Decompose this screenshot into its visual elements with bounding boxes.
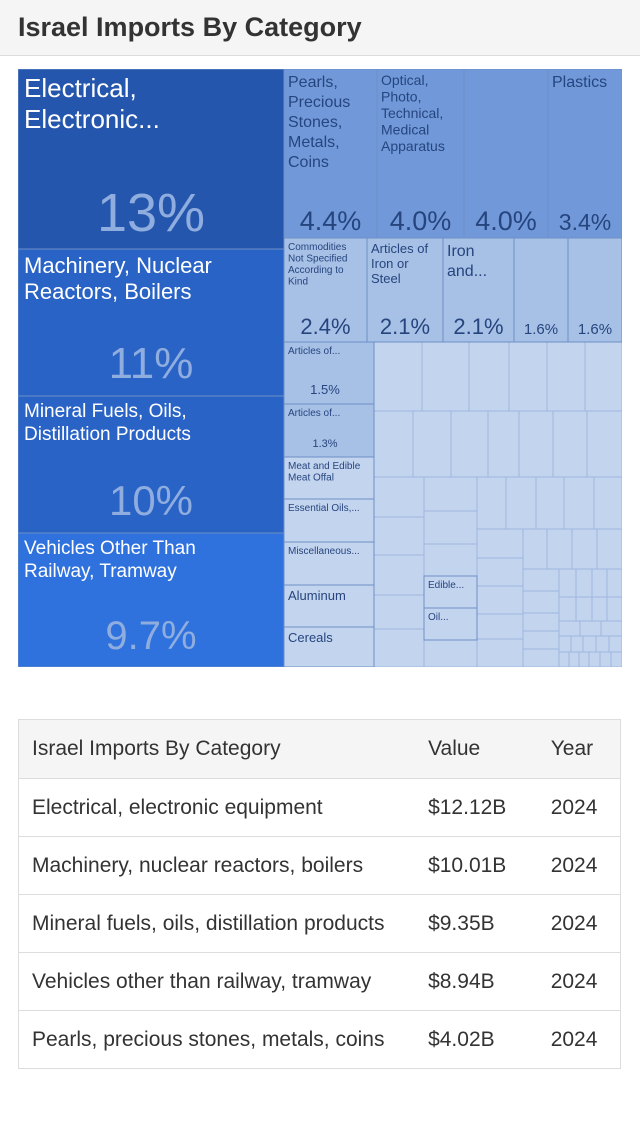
treemap-tile-label: Iron or (371, 256, 409, 271)
treemap-tile-minor (523, 631, 559, 649)
treemap-tile-percent: 2.1% (379, 314, 431, 339)
treemap-tile-label: Pearls, (288, 74, 338, 91)
treemap-tile-minor (422, 342, 469, 411)
row-year: 2024 (551, 837, 621, 895)
treemap-tile-label: Meat and Edible (288, 461, 361, 472)
treemap-tile-minor (559, 636, 571, 652)
treemap-tile-minor (559, 621, 580, 636)
column-header-value: Value (428, 720, 551, 779)
treemap-tile-minor (596, 636, 609, 652)
treemap-tile-minor (469, 342, 509, 411)
treemap-tile-minor (477, 614, 523, 639)
treemap-tile-minor (506, 477, 536, 529)
treemap-tile-minor (547, 529, 572, 569)
treemap-tile-label: Edible... (428, 580, 465, 591)
treemap-tile-label: Vehicles Other Than (24, 538, 196, 559)
treemap-tile-label: Miscellaneous... (288, 546, 360, 557)
treemap-tile-percent: 1.5% (310, 382, 340, 397)
treemap-tile-label: Articles of... (288, 408, 341, 419)
treemap-tile-minor (477, 529, 523, 558)
treemap-tile-minor (374, 411, 413, 477)
row-value: $4.02B (428, 1011, 551, 1069)
treemap-tile-minor (600, 652, 611, 667)
treemap-tile-label: Technical, (381, 105, 444, 121)
row-value: $10.01B (428, 837, 551, 895)
treemap-tile-label: Electronic... (24, 104, 160, 134)
treemap-tile-label: Kind (288, 276, 309, 288)
treemap-tile-label: Articles of (371, 241, 429, 256)
treemap-tile-label: Machinery, Nuclear (24, 253, 212, 278)
treemap-tile-label: Oil... (428, 612, 449, 623)
treemap-tile-label: Reactors, Boilers (24, 279, 192, 304)
treemap-tile-minor (424, 477, 477, 511)
treemap-tile-label: Cereals (288, 630, 333, 645)
treemap-tile-minor (424, 511, 477, 544)
treemap-tile-minor (592, 569, 607, 597)
treemap-tile-minor (477, 586, 523, 614)
treemap-tile-minor (594, 477, 622, 529)
treemap-tile-minor (374, 477, 424, 517)
treemap-tile-minor (587, 411, 622, 477)
row-category: Vehicles other than railway, tramway (19, 953, 429, 1011)
treemap-tile-label: Coins (288, 154, 329, 171)
treemap-tile-label: Apparatus (381, 138, 445, 154)
treemap-tile-minor (374, 595, 424, 629)
treemap-tile-minor (564, 477, 594, 529)
treemap-tile-label: Plastics (552, 74, 608, 91)
treemap-tile-percent: 2.4% (300, 314, 351, 339)
row-value: $12.12B (428, 779, 551, 837)
treemap-tile-minor (374, 517, 424, 555)
treemap-tile-minor (374, 629, 424, 667)
treemap-tile-label: Electrical, (24, 73, 137, 103)
row-year: 2024 (551, 1011, 621, 1069)
table-row (19, 779, 621, 837)
treemap-tile-minor (374, 342, 422, 411)
treemap-tile-percent: 11% (108, 339, 194, 388)
treemap-tile-minor (589, 652, 600, 667)
treemap-tile-percent: 1.6% (523, 321, 559, 338)
treemap-tile-minor (571, 636, 583, 652)
treemap-tile-label: Aluminum (288, 588, 346, 603)
row-category: Electrical, electronic equipment (19, 779, 429, 837)
treemap-tile-minor (374, 555, 424, 595)
table-row (19, 895, 621, 953)
treemap-tile-minor (523, 613, 559, 631)
treemap-tile-minor (519, 411, 553, 477)
treemap-tile-percent: 9.7% (105, 614, 197, 658)
treemap-tile-label: According to (288, 265, 344, 276)
table-row (19, 837, 621, 895)
row-year: 2024 (551, 779, 621, 837)
treemap-tile-minor (553, 411, 587, 477)
treemap-tile-label: Commodities (288, 242, 347, 253)
treemap-tile-percent: 4.0% (475, 206, 537, 236)
treemap-tile-label: Essential Oils,... (288, 503, 360, 514)
treemap-tile-minor (424, 544, 477, 576)
treemap-tile-label: Steel (371, 271, 401, 286)
treemap-tile-percent: 1.6% (577, 321, 613, 338)
treemap-tile-minor (585, 342, 622, 411)
column-header-year: Year (551, 720, 621, 779)
treemap-tile-label: Articles of... (288, 346, 341, 357)
treemap-tile-minor (559, 652, 569, 667)
table-row (19, 1011, 621, 1069)
treemap-tile-percent: 3.4% (558, 209, 612, 235)
row-year: 2024 (551, 953, 621, 1011)
treemap-tile-percent: 4.4% (299, 206, 362, 236)
treemap-tile-minor (569, 652, 579, 667)
table-row (19, 953, 621, 1011)
treemap-tile-minor (580, 621, 601, 636)
treemap-tile-label: Railway, Tramway (24, 561, 177, 582)
treemap-tile-label: Mineral Fuels, Oils, (24, 401, 187, 422)
page-header (0, 0, 640, 56)
treemap-tile-minor (576, 597, 592, 621)
table-header-row (19, 720, 621, 779)
treemap-chart (18, 69, 622, 667)
row-category: Machinery, nuclear reactors, boilers (19, 837, 429, 895)
treemap-tile-label: Optical, (381, 72, 429, 88)
treemap-tile-label: Distillation Products (24, 424, 191, 445)
treemap-tile-minor (559, 569, 576, 597)
treemap-tile-minor (572, 529, 597, 569)
treemap-tile-minor (477, 558, 523, 586)
treemap-tile-minor (607, 597, 622, 621)
row-value: $8.94B (428, 953, 551, 1011)
treemap-tile-label: Meat Offal (288, 472, 334, 484)
treemap-tile-percent: 4.0% (389, 206, 452, 236)
treemap-tile-minor (477, 477, 506, 529)
treemap-tile-minor (488, 411, 519, 477)
treemap-tile-minor (523, 529, 547, 569)
row-year: 2024 (551, 895, 621, 953)
treemap-tile-percent: 10% (108, 477, 194, 524)
treemap-tile-minor (583, 636, 596, 652)
treemap-tile-minor (477, 639, 523, 667)
treemap-tile-percent: 13% (96, 183, 206, 243)
treemap-tile-label: Metals, (288, 134, 340, 151)
page-title: Israel Imports By Category (18, 12, 362, 42)
treemap-tile-minor (601, 621, 622, 636)
treemap-tile-percent: 2.1% (453, 314, 504, 339)
treemap-tile-label: and... (447, 263, 488, 280)
treemap-tile-minor (609, 636, 622, 652)
treemap-tile-minor (547, 342, 585, 411)
treemap-tile-label: Photo, (381, 88, 422, 105)
treemap-tile-minor (592, 597, 607, 621)
treemap-tile-minor (597, 529, 622, 569)
treemap-tile-label: Precious (288, 94, 351, 111)
treemap-tile-minor (424, 640, 477, 667)
row-value: $9.35B (428, 895, 551, 953)
treemap-tile-minor (509, 342, 547, 411)
treemap-tile-label: Stones, (288, 114, 343, 131)
imports-table (18, 719, 621, 1069)
treemap-tile-minor (451, 411, 488, 477)
treemap-tile-minor (559, 597, 576, 621)
treemap-tile-label: Iron (447, 243, 475, 260)
treemap-tile-minor (523, 591, 559, 613)
treemap-tile-minor (523, 569, 559, 591)
treemap-tile-minor (523, 649, 559, 667)
treemap-tile-minor (607, 569, 622, 597)
treemap-tile-label: Medical (381, 121, 430, 138)
treemap-tile-label: Not Specified (288, 253, 348, 265)
treemap-tile-percent: 1.3% (312, 438, 338, 450)
column-header-category: Israel Imports By Category (19, 720, 429, 779)
treemap-tile-minor (576, 569, 592, 597)
treemap-tile-minor (413, 411, 451, 477)
treemap-tile-minor (611, 652, 622, 667)
row-category: Pearls, precious stones, metals, coins (19, 1011, 429, 1069)
row-category: Mineral fuels, oils, distillation products (19, 895, 429, 953)
treemap-tile-minor (536, 477, 564, 529)
treemap-tile-minor (579, 652, 589, 667)
